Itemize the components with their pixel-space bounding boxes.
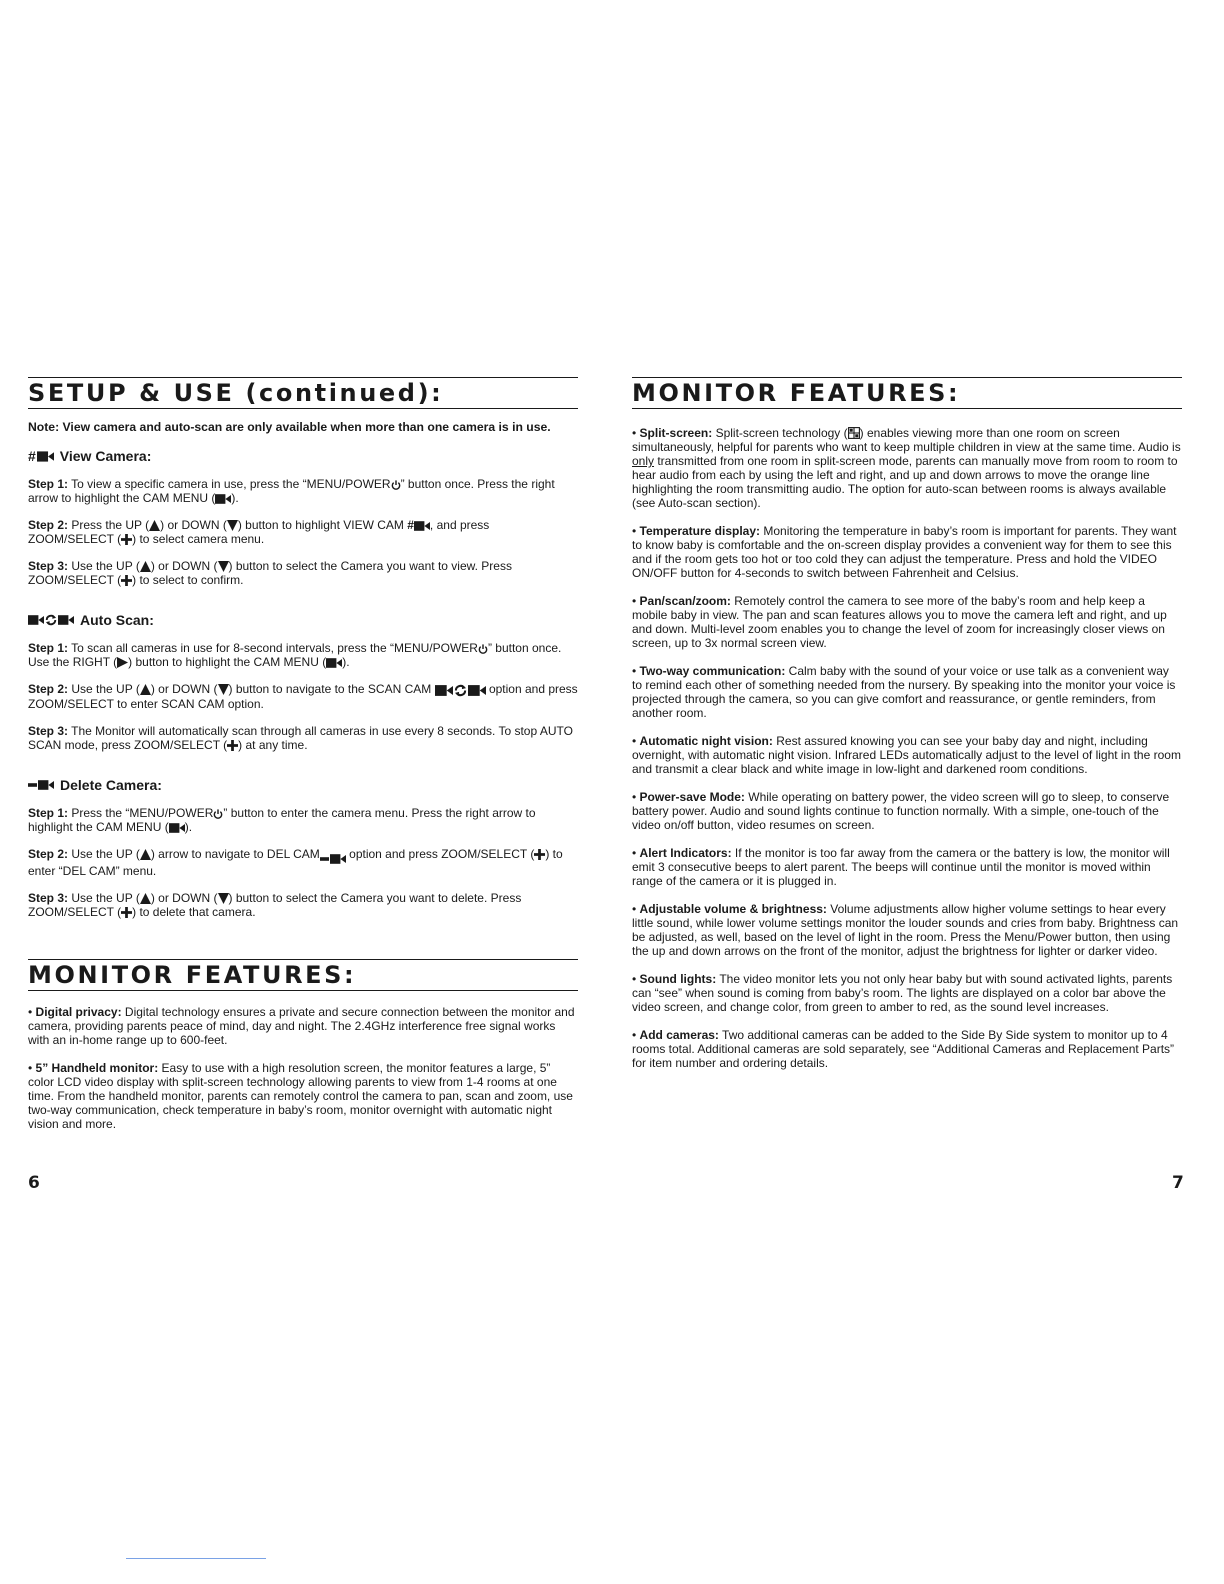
plus-icon — [121, 534, 132, 545]
feature-text: Calm baby with the sound of your voice or use talk as a convenient way to remind each other of something needed from the nursery. By speaking into the monitor your voice is projected through the camera, so you can give comfort and reassurance, or gentle reminders, from another room. — [632, 664, 1176, 720]
feature-split-screen — [632, 426, 1182, 510]
plus-icon — [121, 575, 132, 586]
bullet: • — [632, 594, 637, 608]
down-arrow-icon — [227, 520, 238, 531]
feature-label: Adjustable volume & brightness: — [639, 902, 827, 916]
step-text: ) to delete that camera. — [132, 905, 256, 919]
camera-icon — [435, 685, 453, 696]
view-camera-step-2 — [28, 518, 578, 546]
view-camera-icon — [28, 448, 54, 464]
bullet: • — [28, 1061, 33, 1075]
cycle-icon — [45, 614, 57, 626]
minus-icon — [320, 857, 329, 861]
auto-scan-heading — [28, 611, 578, 629]
step-text: Press the “MENU/POWER — [71, 806, 214, 820]
step-text: ) to select to confirm. — [132, 573, 244, 587]
up-arrow-icon — [140, 684, 151, 695]
camera-icon — [330, 854, 346, 864]
camera-icon — [414, 521, 430, 531]
step-text: ) or DOWN ( — [160, 518, 227, 532]
step-text: ). — [184, 820, 193, 834]
step-text: ” button once. Use the RIGHT ( — [28, 641, 562, 669]
step-text: Use the UP ( — [71, 891, 140, 905]
scan-cam-icon — [435, 684, 486, 697]
feature-label: 5” Handheld monitor: — [35, 1061, 159, 1075]
delete-camera-step-3 — [28, 891, 578, 919]
step-label: Step 1: — [28, 477, 69, 491]
split-screen-icon — [848, 427, 860, 439]
step-label: Step 1: — [28, 641, 69, 655]
step-text: ) or DOWN ( — [150, 559, 218, 573]
minus-icon — [28, 783, 37, 787]
feature-handheld-monitor — [28, 1061, 578, 1131]
auto-scan-step-1 — [28, 641, 578, 669]
step-label: Step 2: — [28, 682, 69, 696]
page-number-right: 7 — [1172, 1173, 1184, 1193]
bullet: • — [632, 972, 637, 986]
delete-camera-heading — [28, 776, 578, 794]
feature-sound-lights — [632, 972, 1182, 1014]
camera-icon — [28, 615, 44, 625]
feature-two-way-communication — [632, 664, 1182, 720]
up-arrow-icon — [140, 561, 151, 572]
note: Note: View camera and auto-scan are only available when more than one camera is in use. — [28, 420, 551, 434]
camera-icon — [37, 451, 54, 462]
cycle-icon — [454, 684, 467, 697]
feature-add-cameras — [632, 1028, 1182, 1070]
feature-text: Volume adjustments allow higher volume settings to hear every little sound, while lower volume settings monitor the louder sounds and cries from baby. Brightness can be adjusted, as well, based on the level of light in the room. Press the Menu/Power button, then using the up and down arrows on the front of the monitor, adjust the brightness for lighter or darker video. — [632, 902, 1179, 958]
left-page — [28, 377, 578, 1131]
up-arrow-icon — [149, 520, 160, 531]
feature-label: Two-way communication: — [639, 664, 786, 678]
plus-icon — [534, 849, 545, 860]
step-text: ) to enter “DEL CAM” menu. — [28, 847, 563, 878]
step-text: ) to select camera menu. — [132, 532, 265, 546]
page-number-left: 6 — [28, 1173, 40, 1193]
camera-icon — [38, 780, 54, 790]
power-icon — [213, 809, 223, 819]
view-camera-heading — [28, 447, 578, 465]
feature-label: Pan/scan/zoom: — [639, 594, 731, 608]
delete-camera-step-2 — [28, 847, 578, 878]
delete-camera-step-1 — [28, 806, 578, 834]
feature-label: Split-screen: — [639, 426, 713, 440]
camera-icon — [326, 658, 342, 668]
step-label: Step 3: — [28, 891, 69, 905]
feature-text: Remotely control the camera to see more of the baby’s room and help keep a mobile baby in view. The pan and scan features allows you to move the camera left and right, and up and down. Multi-level zoom enables you to change the level of zoom for increasingly closer views on screen, up to 3x normal screen view. — [632, 594, 1167, 650]
feature-text: Two additional cameras can be added to the Side By Side system to monitor up to 4 rooms total. Additional cameras are sold separately, see “Additional Cameras and Replacement Parts” for item number and ordering details. — [632, 1028, 1175, 1070]
feature-power-save-mode — [632, 790, 1182, 832]
auto-scan-title: Auto Scan: — [80, 612, 154, 628]
view-camera-title: View Camera: — [59, 448, 152, 464]
step-text: ) button to highlight the CAM MENU ( — [128, 655, 327, 669]
feature-label: Automatic night vision: — [639, 734, 773, 748]
feature-label: Add cameras: — [639, 1028, 719, 1042]
step-text: , and press ZOOM/SELECT ( — [28, 518, 490, 546]
step-label: Step 2: — [28, 518, 69, 532]
step-text: ) at any time. — [238, 738, 308, 752]
step-label: Step 2: — [28, 847, 69, 861]
bullet: • — [28, 1005, 33, 1019]
step-label: Step 3: — [28, 559, 69, 573]
step-text: The Monitor will automatically scan through all cameras in use every 8 seconds. To stop AUTO SCAN mode, press ZOOM/SELECT ( — [28, 724, 573, 752]
step-text: option and press ZOOM/SELECT to enter SCAN CAM option. — [28, 682, 578, 711]
step-text: ) or DOWN ( — [150, 682, 218, 696]
up-arrow-icon — [140, 893, 151, 904]
monitor-features-title-left: MONITOR FEATURES: — [28, 959, 578, 991]
auto-scan-step-3 — [28, 724, 578, 752]
step-text: ) arrow to navigate to DEL CAM — [150, 847, 320, 861]
bullet: • — [632, 846, 637, 860]
step-text: To view a specific camera in use, press the “MENU/POWER — [71, 477, 391, 491]
monitor-features-title-right: MONITOR FEATURES: — [632, 377, 1182, 409]
step-text: To scan all cameras in use for 8-second intervals, press the “MENU/POWER — [71, 641, 478, 655]
camera-icon — [169, 823, 185, 833]
feature-temperature-display — [632, 524, 1182, 580]
feature-text: Easy to use with a high resolution screen, the monitor features a large, 5” color LCD video display with split-screen technology allowing parents to view from 1-4 rooms at one time. From the handheld monitor, parents can remotely control the camera to pan, scan and zoom, use two-way communication, check temperature in baby’s room, monitor overnight with automatic night vision and more. — [28, 1061, 573, 1131]
hash-symbol: # — [28, 448, 36, 464]
delete-camera-title: Delete Camera: — [60, 777, 162, 793]
power-icon — [391, 480, 401, 490]
bullet: • — [632, 790, 637, 804]
view-camera-step-1 — [28, 477, 578, 505]
bullet: • — [632, 734, 637, 748]
right-page — [632, 377, 1182, 1070]
feature-label: Sound lights: — [639, 972, 717, 986]
bullet: • — [632, 1028, 637, 1042]
delete-cam-icon — [28, 780, 54, 790]
step-text: Use the UP ( — [71, 559, 140, 573]
delete-cam-icon — [320, 854, 346, 864]
feature-text: ) enables viewing more than one room on screen simultaneously, helpful for parents who want to keep multiple children in view at the same time. Audio is — [632, 426, 1181, 454]
feature-text: While operating on battery power, the video screen will go to sleep, to conserve battery power. Audio and sound lights continue to function normally. With a simple, one-touch of the video on/off button, video resumes on screen. — [632, 790, 1170, 832]
step-text: option and press ZOOM/SELECT ( — [345, 847, 535, 861]
hash-symbol: # — [407, 518, 414, 532]
feature-text: Split-screen technology ( — [712, 426, 848, 440]
camera-icon — [58, 615, 74, 625]
bullet: • — [632, 902, 637, 916]
feature-label: Alert Indicators: — [639, 846, 732, 860]
feature-text: If the monitor is too far away from the camera or the battery is low, the monitor will emit 3 consecutive beeps to alert parent. The beeps will continue until the monitor is moved within range of the camera or it is plugged in. — [632, 846, 1170, 888]
up-arrow-icon — [140, 849, 151, 860]
feature-digital-privacy — [28, 1005, 578, 1047]
feature-label: Power-save Mode: — [639, 790, 745, 804]
step-text: ) button to navigate to the SCAN CAM — [228, 682, 435, 696]
feature-night-vision — [632, 734, 1182, 776]
step-text: ). — [231, 491, 239, 505]
bullet: • — [632, 524, 637, 538]
feature-alert-indicators — [632, 846, 1182, 888]
step-text: ) button to highlight VIEW CAM — [237, 518, 408, 532]
feature-text: Monitoring the temperature in baby’s room is important for parents. They want to know baby is comfortable and the on-screen display provides a convenient way for them to see this and if the room gets too hot or too cold they can adjust the temperature. Press and hold the VIDEO ON/OFF button for 4-seconds to switch between Fahrenheit and Celsius. — [632, 524, 1177, 580]
feature-text: The video monitor lets you not only hear baby but with sound activated lights, parents can “see” when sound is coming from baby’s room. The lights are displayed on a color bar above the video screen, and change color, from green to amber to red, as the sound level increases. — [632, 972, 1173, 1014]
bottom-rule — [126, 1558, 266, 1559]
bullet: • — [632, 664, 637, 678]
step-label: Step 3: — [28, 724, 69, 738]
step-text: Press the UP ( — [71, 518, 150, 532]
step-text: ” button to enter the camera menu. Press the right arrow to highlight the CAM MENU ( — [28, 806, 536, 834]
feature-volume-brightness — [632, 902, 1182, 958]
down-arrow-icon — [218, 561, 229, 572]
feature-text: transmitted from one room in split-screen mode, parents can manually move from room to room to hear audio from each by using the left and right, and up and down arrows to move the orange line highlighting the room transmitting audio. The option for auto-scan between rooms is always available (see Auto-scan section). — [632, 454, 1178, 510]
step-text: ) button to select the Camera you want to delete. Press ZOOM/SELECT ( — [28, 891, 522, 919]
feature-label: Temperature display: — [639, 524, 761, 538]
down-arrow-icon — [218, 684, 229, 695]
step-text: ” button once. Press the right arrow to highlight the CAM MENU ( — [28, 477, 555, 505]
camera-icon — [468, 685, 486, 696]
bullet: • — [632, 426, 637, 440]
feature-label: Digital privacy: — [35, 1005, 122, 1019]
view-camera-step-3 — [28, 559, 578, 587]
down-arrow-icon — [218, 893, 229, 904]
feature-text: Digital technology ensures a private and secure connection between the monitor and camera, providing parents peace of mind, day and night. The 2.4GHz interference free signal works with an in-home range up to 600-feet. — [28, 1005, 575, 1047]
feature-pan-scan-zoom — [632, 594, 1182, 650]
setup-section-title: SETUP & USE (continued): — [28, 377, 578, 409]
auto-scan-step-2 — [28, 682, 578, 711]
plus-icon — [121, 907, 132, 918]
plus-icon — [227, 740, 238, 751]
right-arrow-icon — [117, 657, 128, 668]
feature-text: Rest assured knowing you can see your baby day and night, including overnight, with automatic night vision. Infrared LEDs automatically adjust to the level of light in the room and transmit a clear black and white image in low-light and darkened room conditions. — [632, 734, 1181, 776]
step-label: Step 1: — [28, 806, 69, 820]
step-text: ) button to select the Camera you want to view. Press ZOOM/SELECT ( — [28, 559, 512, 587]
step-text: ) or DOWN ( — [150, 891, 218, 905]
only-underlined: only — [632, 454, 655, 468]
scan-cam-icon — [28, 614, 74, 626]
step-text: Use the UP ( — [71, 682, 140, 696]
step-text: ). — [342, 655, 350, 669]
step-text: Use the UP ( — [71, 847, 140, 861]
power-icon — [478, 644, 488, 654]
camera-icon — [215, 494, 231, 504]
